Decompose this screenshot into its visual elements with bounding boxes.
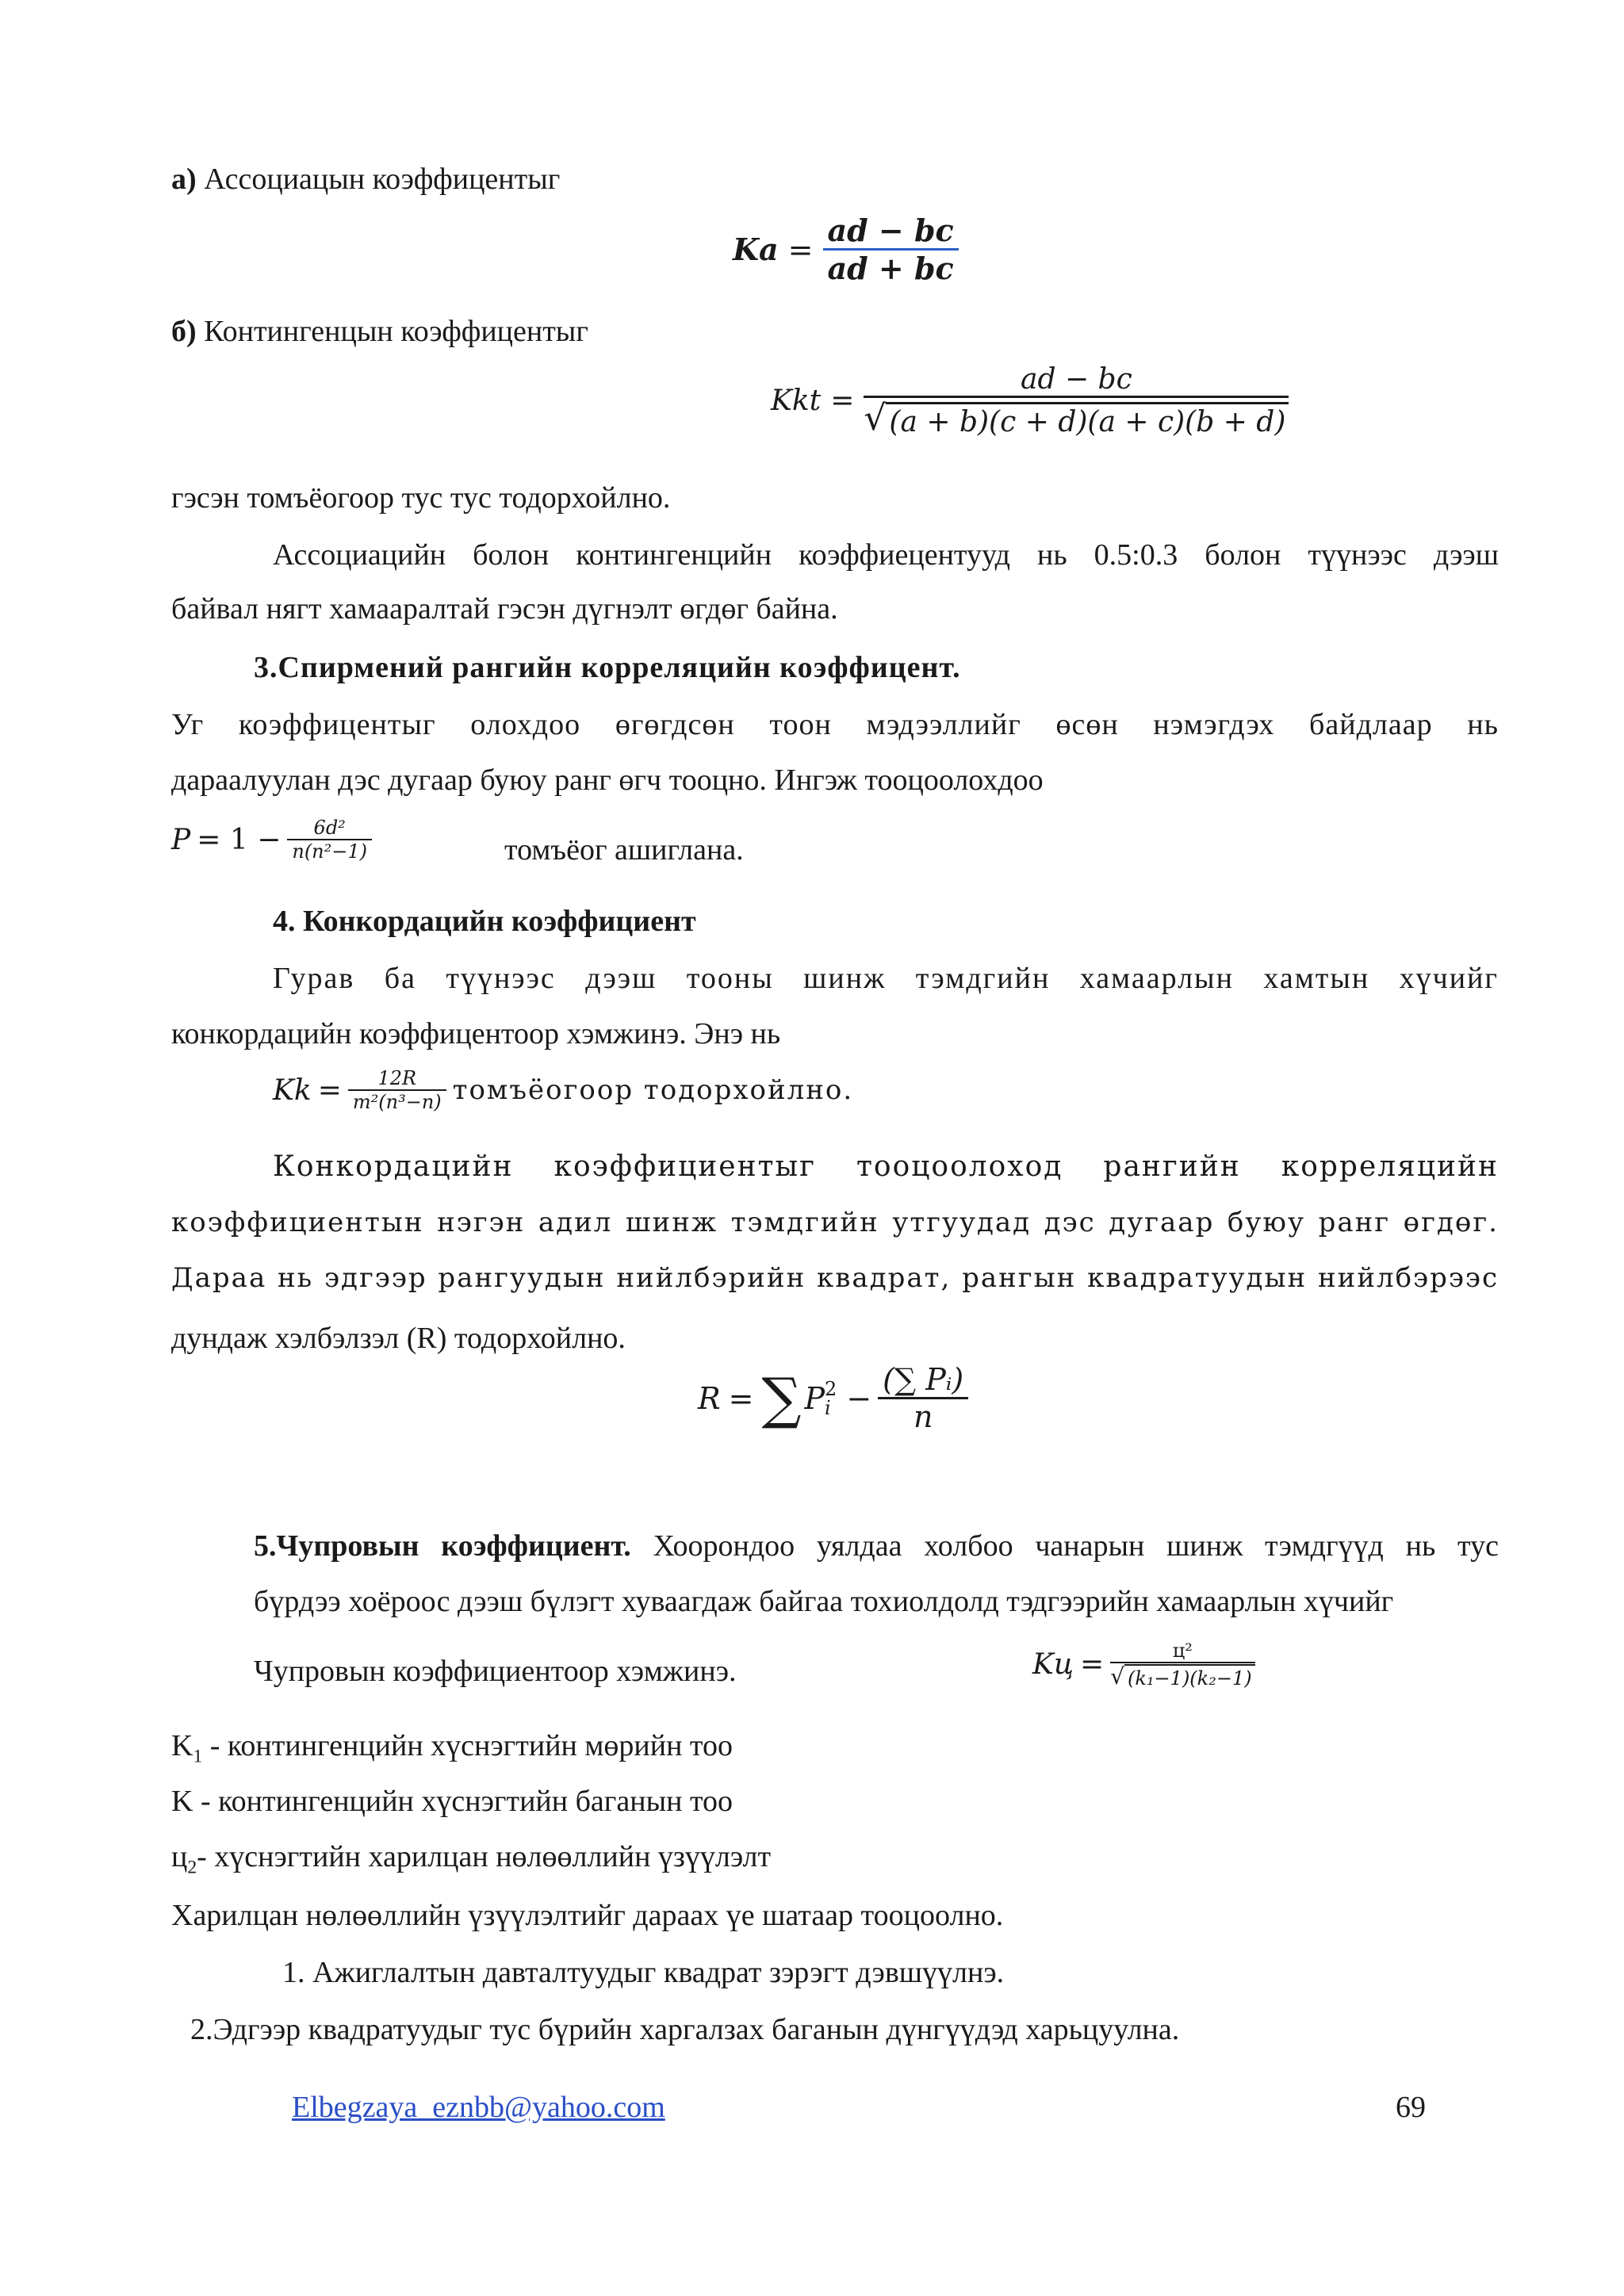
para-4-line-4: дундаж хэлбэлзэл (R) тодорхойлно. [171, 1322, 626, 1355]
para-3-line-1: Гурав ба түүнээс дээш тооны шинж тэмдгийн хамаарлын хамтын хүчийг [273, 962, 1499, 995]
para-5-line-2: бүрдээ хоёроос дээш бүлэгт хуваагдаж байгаа тохиолдолд тэдгээрийн хамаарлын хүчийг [254, 1585, 1394, 1618]
formula-kk-note: томъёогоор тодорхойлно. [452, 1074, 854, 1106]
definition-text: - контингенцийн хүснэгтийн мөрийн тоо [202, 1729, 733, 1762]
formula-kk-fraction [348, 1067, 446, 1113]
formula-ka [733, 212, 959, 286]
formula-kk-lhs: Kk [273, 1073, 312, 1107]
formula-kc-numerator: ц² [1172, 1640, 1193, 1662]
formula-kk-denominator: m²(n³−n) [352, 1091, 442, 1113]
formula-p-denominator: n(n²−1) [292, 840, 367, 863]
formula-kc-fraction [1110, 1640, 1254, 1689]
page-number: 69 [1396, 2091, 1426, 2124]
formula-kc [1032, 1640, 1255, 1689]
step-1: 1. Ажиглалтын давталтуудыг квадрат зэрэгт дэвшүүлнэ. [282, 1956, 1005, 1989]
formula-p-lhs: P [171, 823, 191, 856]
formula-kkt-radicand: (a + b)(c + d)(a + c)(b + d) [886, 402, 1289, 438]
formula-kkt-fraction [864, 363, 1289, 438]
para-2-line-2: дараалуулан дэс дугаар буюу ранг өгч тооцно. Ингэж тооцоолохдоо [171, 763, 1044, 797]
heading-5-line [254, 1527, 1499, 1565]
para-1-line-1: Ассоциацийн болон контингенцийн коэффиецентууд нь 0.5:0.3 болон түүнээс дээш [273, 538, 1499, 572]
formula-kc-eq: = [1080, 1648, 1105, 1681]
para-4-line-3: Дараа нь эдгээр рангуудын нийлбэрийн квадрат, рангын квадратуудын нийлбэрээс [171, 1262, 1499, 1294]
formula-p-eq: = 1 − [197, 823, 282, 856]
formula-r-scripts [825, 1377, 837, 1419]
definition-k [171, 1782, 733, 1820]
step-2: 2.Эдгээр квадратуудыг тус бүрийн харгалзах баганын дүнгүүдэд харьцуулна. [190, 2013, 1180, 2046]
formula-r-denominator: n [913, 1399, 933, 1434]
definition-text: - хүснэгтийн харилцан нөлөөллийн үзүүлэлт [197, 1840, 772, 1873]
definition-symbol: K [171, 1785, 193, 1818]
formula-p [171, 817, 372, 863]
formula-kkt-eq: = [830, 385, 855, 417]
formula-p-numerator: 6d² [313, 817, 346, 839]
radical-sign: √ [864, 398, 887, 438]
item-a-marker: а) [171, 163, 197, 196]
formula-r [698, 1362, 968, 1434]
item-a [171, 160, 560, 198]
formula-r-sup: 2 [825, 1377, 837, 1400]
para-2-line-1: Уг коэффицентыг олохдоо өгөгдсөн тоон мэдээллийг өсөн нэмэгдэх байдлаар нь [171, 708, 1499, 741]
formula-r-term-base: P [804, 1380, 825, 1416]
formula-r-term [801, 1377, 840, 1419]
formula-kkt-sqrt [864, 398, 1289, 438]
formula-r-minus: − [846, 1380, 872, 1416]
formula-p-note: томъёог ашиглана. [504, 833, 744, 867]
definition-subscript: 2 [187, 1857, 197, 1878]
para-3-line-2: конкордацийн коэффицентоор хэмжинэ. Энэ нь [171, 1017, 781, 1050]
formula-kc-lhs: Kц [1032, 1648, 1074, 1681]
formula-r-numerator: (∑ Pᵢ) [883, 1362, 964, 1397]
formula-ka-fraction [823, 212, 959, 286]
item-b-marker: б) [171, 315, 197, 348]
formula-r-fraction [878, 1362, 968, 1434]
footer-email[interactable] [292, 2088, 665, 2126]
item-a-text: Ассоциацын коэффицентыг [204, 163, 561, 196]
formula-ka-numerator: ad − bc [827, 212, 954, 248]
formula-ka-lhs: Ka [733, 232, 779, 267]
definition-c2 [171, 1838, 771, 1887]
formula-kkt-lhs: Kkt [771, 385, 822, 417]
line-1: гэсэн томъёогоор тус тус тодорхойлно. [171, 481, 671, 515]
formula-r-sub: i [825, 1396, 831, 1419]
definition-k1 [171, 1727, 733, 1776]
formula-ka-denominator: ad + bc [827, 251, 954, 286]
para-4-line-2: коэффициентын нэгэн адил шинж тэмдгийн утгуудад дэс дугаар буюу ранг өгдөг. [171, 1207, 1499, 1238]
formula-kc-sqrt [1110, 1663, 1254, 1689]
heading-5-text: Хоорондоо уялдаа холбоо чанарын шинж тэмдгүүд нь тус [653, 1529, 1499, 1563]
heading-3: 3.Спирмений рангийн корреляцийн коэффицент. [254, 651, 961, 684]
formula-kkt-numerator: ad − bc [1021, 363, 1132, 396]
heading-4: 4. Конкордацийн коэффициент [273, 905, 696, 938]
formula-r-eq: = [728, 1380, 754, 1416]
formula-kk-numerator: 12R [377, 1067, 417, 1089]
para-1-line-2: байвал нягт хамааралтай гэсэн дүгнэлт өгдөг байна. [171, 592, 838, 626]
formula-kc-radicand: (k₁−1)(k₂−1) [1124, 1664, 1255, 1689]
formula-ka-eq: = [787, 232, 814, 267]
formula-r-sum: ∑ [761, 1365, 802, 1431]
item-b [171, 312, 588, 350]
email-link[interactable]: Elbegzaya_eznbb@yahoo.com [292, 2091, 665, 2124]
item-b-text: Контингенцын коэффицентыг [204, 315, 588, 348]
formula-p-fraction [287, 817, 372, 863]
definition-subscript: 1 [193, 1746, 203, 1767]
formula-r-lhs: R [698, 1380, 721, 1416]
radical-sign: √ [1110, 1663, 1125, 1689]
definition-text: - контингенцийн хүснэгтийн баганын тоо [193, 1785, 733, 1818]
formula-kkt [771, 363, 1289, 438]
line-2: Харилцан нөлөөллийн үзүүлэлтийг дараах үе шатаар тооцоолно. [171, 1899, 1004, 1932]
formula-kk [273, 1067, 853, 1113]
heading-5-label: 5.Чупровын коэффициент. [254, 1529, 631, 1563]
formula-kk-eq: = [317, 1073, 342, 1107]
para-4-line-1: Конкордацийн коэффициентыг тооцоолоход рангийн корреляцийн [273, 1150, 1499, 1183]
para-5-line-3: Чупровын коэффициентоор хэмжинэ. [254, 1655, 737, 1688]
definition-symbol: ц [171, 1840, 188, 1873]
definition-symbol: K [171, 1729, 193, 1762]
